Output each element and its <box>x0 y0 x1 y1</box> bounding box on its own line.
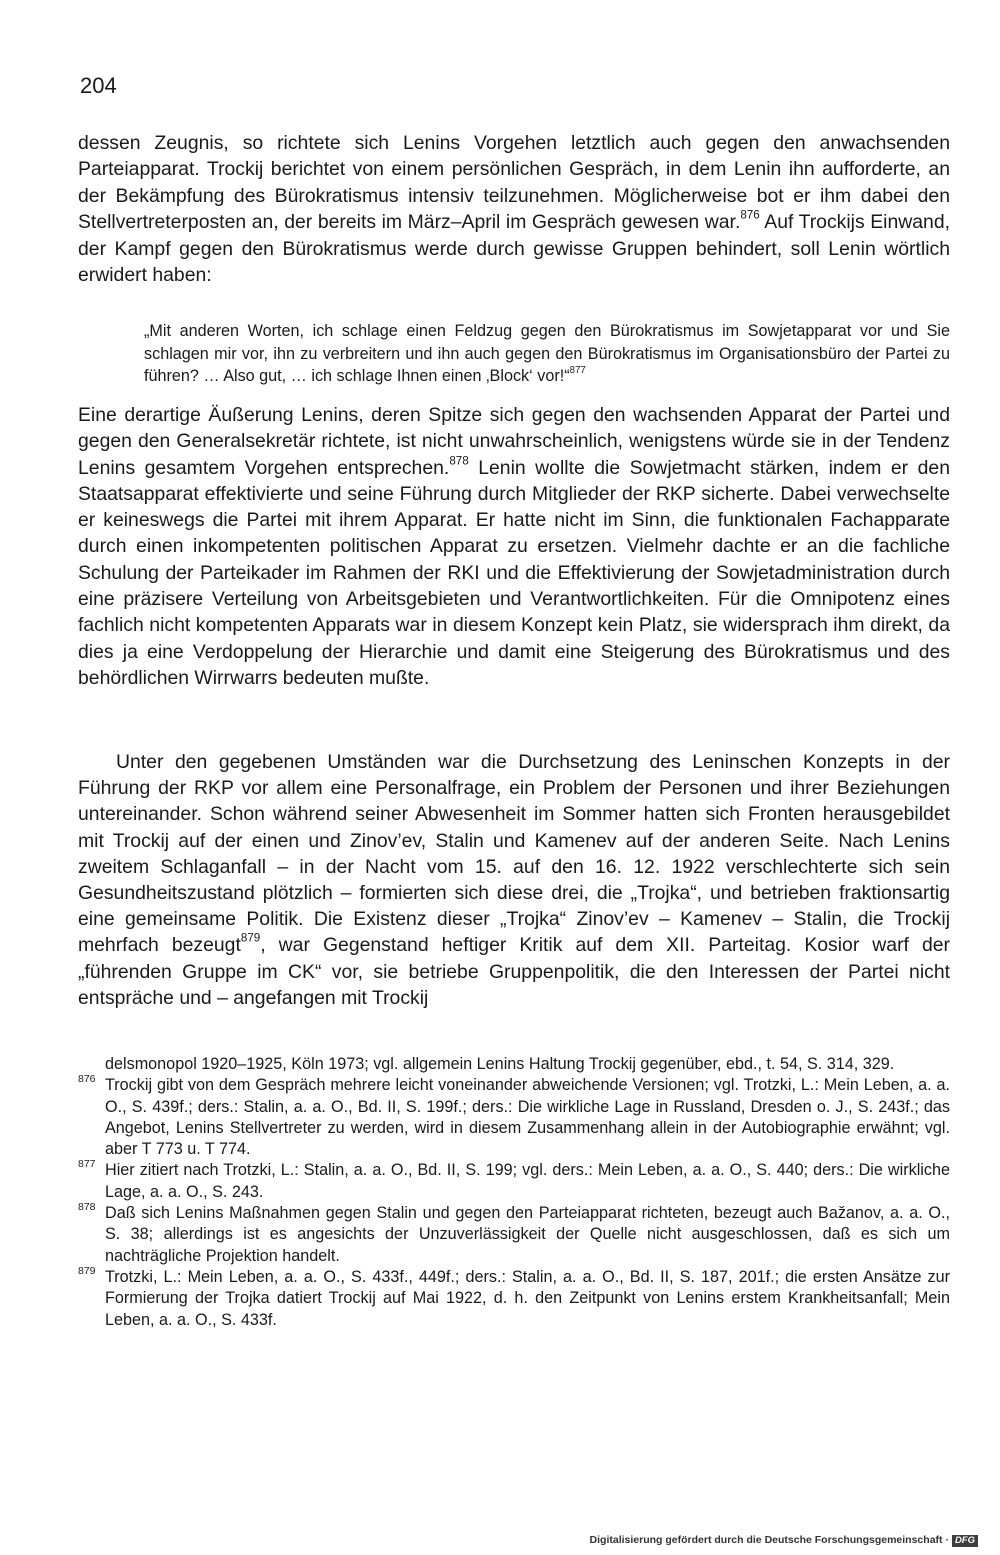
block-quote <box>144 320 950 388</box>
paragraph-text: Unter den gegebenen Umständen war die Durchsetzung des Leninschen Konzepts in der Führung der RKP vor allem eine Personalfrage, ein Problem der Personen und ihrer Beziehungen untereinander. Schon während seiner Abwesenheit im Sommer hatten sich Fronten herausgebildet mit Trockij auf der einen und Zinov’ev, Stalin und Kamenev auf der anderen Seite. Nach Lenins zweitem Schlaganfall – in der Nacht vom 15. auf den 16. 12. 1922 verschlechterte sich sein Gesundheitszustand plötzlich – formierten sich diese drei, die „Trojka“, und betrieben fraktionsartig eine gemeinsame Politik. Die Existenz dieser „Trojka“ Zinov’ev – Kamenev – Stalin, die Trockij mehrfach bezeugt <box>78 751 950 957</box>
footnote-ref-879[interactable]: 879 <box>240 932 261 946</box>
footnote-text: Hier zitiert nach Trotzki, L.: Stalin, a. a. O., Bd. II, S. 199; vgl. ders.: Mein Leben, a. a. O., S. 440; ders.: Die wirkliche Lage, a. a. O., S. 243. <box>105 1161 950 1201</box>
footnote-text: Daß sich Lenins Maßnahmen gegen Stalin und gegen den Parteiapparat richteten, bezeugt auch Bažanov, a. a. O., S. 38; allerdings ist es angesichts der Unzuverlässigkeit der Quelle nicht ausgeschlossen, daß es sich um nachträgliche Projektion handelt. <box>105 1204 950 1265</box>
footnote-876 <box>78 1075 950 1160</box>
quote-text: „Mit anderen Worten, ich schlage einen Feldzug gegen den Bürokratismus im Sowjetapparat vor und Sie schlagen mir vor, ihn zu verbreitern und ihn auch gegen den Bürokratismus im Organisationsbüro der Partei zu führen? … Also gut, … ich schlage Ihnen einen ‚Block‘ vor!“ <box>144 322 950 385</box>
footnote-number: 876 <box>78 1073 96 1086</box>
footnote-ref-876[interactable]: 876 <box>740 208 760 222</box>
paragraph-text: Lenin wollte die Sowjetmacht stärken, indem er den Staatsapparat effektivierte und seine Führung durch Mitglieder der RKP sicherte. Dabei verwechselte er keineswegs die Partei mit ihrem Apparat. Er hatte nicht im Sinn, die funktionalen Fachapparate durch einen inkompetenten politischen Apparat zu ersetzen. Vielmehr dachte er an die fachliche Schulung der Parteikader im Rahmen der RKI und die Effektivierung der Sowjetadministration durch eine präzisere Verteilung von Arbeitsgebieten und Verantwortlichkeiten. Für die Omnipotenz eines fachlich nicht kompetenten Apparats war in diesem Konzept kein Platz, sie widersprach ihm direkt, da dies ja eine Verdoppelung der Hierarchie und damit eine Steigerung des Bürokratismus und des behördlichen Wirrwarrs bedeuten mußte. <box>78 456 950 689</box>
footnote-number: 879 <box>78 1264 96 1277</box>
footnote-879 <box>78 1264 950 1331</box>
footnote-877 <box>78 1160 950 1203</box>
body-paragraph-2 <box>78 402 950 691</box>
footnote-ref-877[interactable]: 877 <box>569 365 586 377</box>
body-paragraph-3 <box>78 749 950 1011</box>
footnote-number: 878 <box>78 1201 96 1214</box>
footnote-number: 877 <box>78 1158 96 1171</box>
paragraph-text: Eine derartige Äußerung Lenins, deren Spitze sich gegen den wachsenden Apparat der Partei und gegen den Generalsekretär richtete, ist nicht unwahrscheinlich, wenigstens würde sie in der Tendenz Lenins gesamtem Vorgehen entsprechen. <box>78 404 950 479</box>
footnotes-section <box>78 1054 950 1331</box>
footnote-continued <box>78 1054 950 1075</box>
body-paragraph-1 <box>78 130 950 288</box>
paragraph-text: Auf Trockijs Einwand, der Kampf gegen den Bürokratismus werde durch gewisse Gruppen behindert, soll Lenin wörtlich erwidert haben: <box>78 211 950 287</box>
paragraph-text: , war Gegenstand heftiger Kritik auf dem XII. Parteitag. Kosior warf der „führenden Gruppe im CK“ vor, sie betriebe Gruppenpolitik, die den Interessen der Partei nicht entspräche und – angefangen mit Trockij <box>78 934 950 1009</box>
dfg-logo: DFG <box>952 1535 978 1547</box>
paragraph-text: dessen Zeugnis, so richtete sich Lenins Vorgehen letztlich auch gegen den anwachsenden Parteiapparat. Trockij berichtet von einem persönlichen Gespräch, in dem Lenin ihn aufforderte, an der Bekämpfung des Bürokratismus intensiv teilzunehmen. Möglicherweise bot er ihm dabei den Stellvertreterposten an, der bereits im März–April im Gespräch gewesen war. <box>78 132 950 234</box>
footnote-text: Trotzki, L.: Mein Leben, a. a. O., S. 433f., 449f.; ders.: Stalin, a. a. O., Bd. II, S. 187, 201f.; die ersten Ansätze zur Formierung der Trojka datiert Trockij auf Mai 1922, d. h. den Zeitpunkt von Lenins erstem Krankheitsanfall; Mein Leben, a. a. O., S. 433f. <box>105 1267 950 1329</box>
page-number: 204 <box>80 73 117 98</box>
digitization-credit <box>590 1533 978 1547</box>
footnote-ref-878[interactable]: 878 <box>449 454 469 468</box>
footnote-text: delsmonopol 1920–1925, Köln 1973; vgl. allgemein Lenins Haltung Trockij gegenüber, ebd., t. 54, S. 314, 329. <box>105 1055 895 1073</box>
footnote-878 <box>78 1203 950 1267</box>
credit-text: Digitalisierung gefördert durch die Deutsche Forschungsgemeinschaft · <box>589 1534 949 1546</box>
footnote-text: Trockij gibt von dem Gespräch mehrere leicht voneinander abweichende Versionen; vgl. Trotzki, L.: Mein Leben, a. a. O., S. 439f.; ders.: Stalin, a. a. O., Bd. II, S. 199f.; ders.: Die wirkliche Lage in Russland, Dresden o. J., S. 243f.; das Angebot, Lenins Stellvertreter zu werden, wird in diesem Zusammenhang allein in der Autobiographie erwähnt; vgl. aber T 773 u. T 774. <box>105 1076 950 1159</box>
